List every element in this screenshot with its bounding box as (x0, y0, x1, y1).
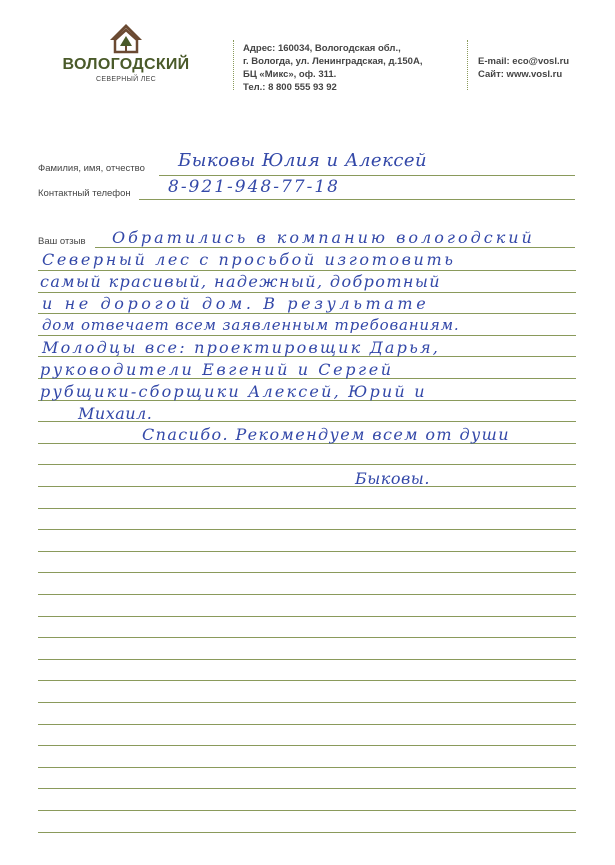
web-contacts-block (478, 55, 569, 81)
review-line: Михаил. (78, 404, 153, 423)
website-line: Сайт: www.vosl.ru (478, 69, 563, 80)
review-line: Молодцы все: проектировщик Дарья, (42, 338, 441, 357)
phone-line: Тел.: 8 800 555 93 92 (243, 82, 337, 93)
address-line: БЦ «Микс», оф. 311. (243, 69, 337, 80)
ruled-line (38, 637, 576, 638)
review-line: дом отвечает всем заявленным требованиям. (42, 316, 460, 334)
brand-tagline: СЕВЕРНЫЙ ЛЕС (96, 76, 156, 83)
review-line: рубщики-сборщики Алексей, Юрий и (40, 382, 427, 401)
ruled-line (38, 572, 576, 573)
ruled-line (38, 680, 576, 681)
house-logo-icon (108, 22, 144, 54)
ruled-line (38, 594, 576, 595)
brand-name: ВОЛОГОДСКИЙ (62, 56, 190, 73)
address-line: Адрес: 160034, Вологодская обл., (243, 43, 401, 54)
email-line: E-mail: eco@vosl.ru (478, 56, 570, 67)
letterhead-divider (233, 40, 234, 90)
name-underline (159, 175, 575, 176)
phone-underline (139, 199, 575, 200)
address-line: г. Вологда, ул. Ленинградская, д.150А, (243, 56, 423, 67)
name-value: Быковы Юлия и Алексей (178, 150, 428, 171)
company-logo (62, 22, 190, 100)
name-label: Фамилия, имя, отчество (38, 163, 145, 174)
review-line: самый красивый, надежный, добротный (40, 272, 441, 291)
ruled-line (38, 551, 576, 552)
review-underline (95, 247, 575, 248)
review-line: Северный лес с просьбой изготовить (42, 250, 456, 269)
ruled-line (38, 724, 576, 725)
ruled-line (38, 270, 576, 271)
review-line: Спасибо. Рекомендуем всем от души (142, 425, 510, 444)
ruled-line (38, 767, 576, 768)
ruled-line (38, 832, 576, 833)
ruled-line (38, 745, 576, 746)
review-line: руководители Евгений и Сергей (40, 360, 394, 379)
phone-value: 8-921-948-77-18 (168, 177, 340, 197)
ruled-line (38, 702, 576, 703)
ruled-line (38, 616, 576, 617)
ruled-line (38, 486, 576, 487)
review-line: и не дорогой дом. В результате (42, 294, 430, 313)
phone-label: Контактный телефон (38, 188, 131, 199)
ruled-line (38, 810, 576, 811)
ruled-line (38, 292, 576, 293)
review-label: Ваш отзыв (38, 236, 86, 247)
review-line: Обратились в компанию вологодский (112, 228, 535, 247)
ruled-line (38, 335, 576, 336)
ruled-line (38, 313, 576, 314)
ruled-line (38, 508, 576, 509)
ruled-line (38, 464, 576, 465)
signature: Быковы. (355, 469, 430, 488)
ruled-line (38, 659, 576, 660)
address-block (243, 42, 422, 94)
letterhead-divider (467, 40, 468, 90)
ruled-line (38, 788, 576, 789)
ruled-line (38, 529, 576, 530)
